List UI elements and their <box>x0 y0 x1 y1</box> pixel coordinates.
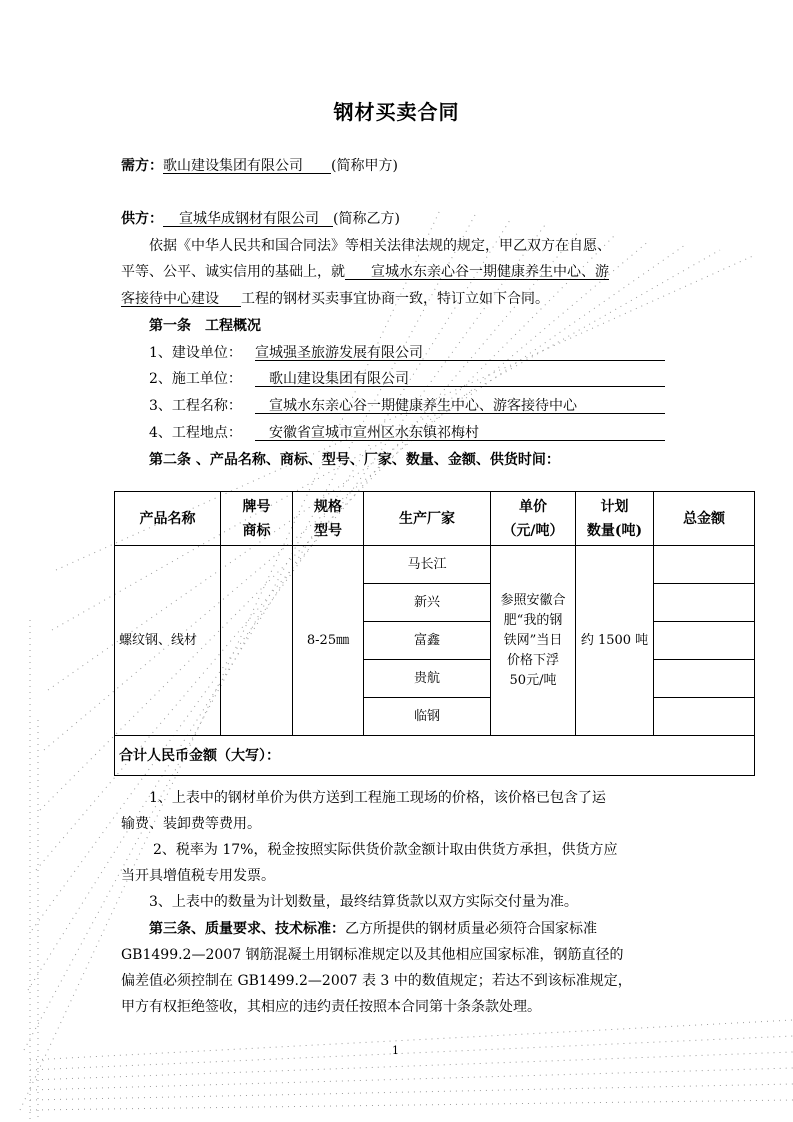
project-info-construction <box>149 343 665 363</box>
maker-cell: 贵航 <box>364 660 491 698</box>
amount-cell <box>654 546 755 584</box>
qty-cell: 约 1500 吨 <box>576 546 654 736</box>
info-label: 3、工程名称： <box>149 398 242 414</box>
note-2-line-1: 2、税率为 17%，税金按照实际供货价款金额计取由供货方承担，供货方应 <box>153 842 618 858</box>
info-value: 安徽省宣城市宣州区水东镇祁梅村 <box>269 425 479 441</box>
amount-cell <box>654 660 755 698</box>
seller-line <box>121 209 400 229</box>
project-info-name <box>149 396 665 416</box>
preamble-text: 平等、公平、诚实信用的基础上，就 <box>121 264 345 280</box>
buyer-suffix: (简称甲方) <box>331 158 398 174</box>
article-3-line-1 <box>149 919 597 939</box>
seller-suffix: (简称乙方) <box>333 211 400 227</box>
project-info-location <box>149 423 665 443</box>
info-label: 2、施工单位： <box>149 371 242 387</box>
buyer-name: 歌山建设集团有限公司 <box>163 158 303 174</box>
price-cell: 参照安徽合 肥“我的钢 铁网”当日 价格下浮 50元/吨 <box>491 546 576 736</box>
article-3-line-2: GB1499.2—2007 钢筋混凝土用钢标准规定以及其他相应国家标准，钢筋直径的 <box>121 947 624 963</box>
table-header-row <box>115 492 755 546</box>
note-3: 3、上表中的数量为计划数量，最终结算货款以双方实际交付量为准。 <box>149 894 578 910</box>
product-table <box>114 491 755 776</box>
maker-cell: 临钢 <box>364 698 491 736</box>
header-product: 产品名称 <box>115 492 221 546</box>
seller-name: 宣城华成钢材有限公司 <box>179 211 319 227</box>
maker-cell: 富鑫 <box>364 622 491 660</box>
project-underline-post <box>219 289 241 307</box>
amount-cell <box>654 584 755 622</box>
info-label: 4、工程地点： <box>149 425 242 441</box>
note-2-line-2: 当开具增值税专用发票。 <box>121 868 275 884</box>
article-3-line-4: 甲方有权拒绝签收，其相应的违约责任按照本合同第十条条款处理。 <box>121 999 541 1015</box>
page-number: 1 <box>392 1044 399 1057</box>
note-1-line-2: 输费、装卸费等费用。 <box>121 816 261 832</box>
note-1-line-1: 1、上表中的钢材单价为供方送到工程施工现场的价格，该价格已包含了运 <box>149 790 606 806</box>
table-row <box>115 546 755 584</box>
preamble-line-2 <box>121 262 609 282</box>
project-info-contractor <box>149 369 665 389</box>
info-value: 歌山建设集团有限公司 <box>269 371 409 387</box>
project-name-part1: 宣城水东亲心谷一期健康养生中心、游 <box>371 264 609 280</box>
buyer-label: 需方： <box>121 158 163 174</box>
article-1-heading: 第一条 工程概况 <box>149 318 261 334</box>
maker-cell: 新兴 <box>364 584 491 622</box>
preamble-line-3 <box>121 289 549 309</box>
seller-underline-pre <box>163 209 179 227</box>
project-name-part2: 客接待中心建设 <box>121 291 219 307</box>
preamble-text-end: 工程的钢材买卖事宜协商一致，特订立如下合同。 <box>241 291 549 307</box>
article-3-heading: 第三条、质量要求、技术标准： <box>149 921 345 937</box>
info-value-field <box>255 369 665 387</box>
info-value-field <box>255 343 665 361</box>
amount-cell <box>654 622 755 660</box>
header-qty: 计划 数量(吨) <box>576 492 654 546</box>
info-value: 宣城水东亲心谷一期健康养生中心、游客接待中心 <box>269 398 577 414</box>
buyer-underline <box>303 156 331 174</box>
product-name-cell: 螺纹钢、线材 <box>115 546 221 736</box>
article-3-line-3: 偏差值必须控制在 GB1499.2—2007 表 3 中的数值规定；若达不到该标准规定， <box>121 973 632 989</box>
brand-cell <box>221 546 293 736</box>
preamble-line-1: 依据《中华人民共和国合同法》等相关法律法规的规定，甲乙双方在自愿、 <box>149 238 611 254</box>
info-value-field <box>255 423 665 441</box>
header-maker: 生产厂家 <box>364 492 491 546</box>
document-title: 钢材买卖合同 <box>333 100 460 124</box>
maker-cell: 马长江 <box>364 546 491 584</box>
article-2-heading: 第二条 、产品名称、商标、型号、厂家、数量、金额、供货时间： <box>149 452 560 468</box>
seller-label: 供方： <box>121 211 163 227</box>
buyer-line <box>121 156 398 176</box>
article-3-text: 乙方所提供的钢材质量必须符合国家标准 <box>345 921 597 937</box>
header-price: 单价 （元/吨） <box>491 492 576 546</box>
seller-underline-post <box>319 209 333 227</box>
total-amount-label: 合计人民币金额（大写）： <box>115 736 755 776</box>
info-value: 宣城强圣旅游发展有限公司 <box>255 345 423 361</box>
amount-cell <box>654 698 755 736</box>
table-total-row <box>115 736 755 776</box>
header-spec: 规格 型号 <box>293 492 364 546</box>
info-label: 1、建设单位： <box>149 345 242 361</box>
project-underline-pre <box>345 262 371 280</box>
spec-cell: 8-25㎜ <box>293 546 364 736</box>
header-brand: 牌号 商标 <box>221 492 293 546</box>
info-value-field <box>255 396 665 414</box>
header-amount: 总金额 <box>654 492 755 546</box>
